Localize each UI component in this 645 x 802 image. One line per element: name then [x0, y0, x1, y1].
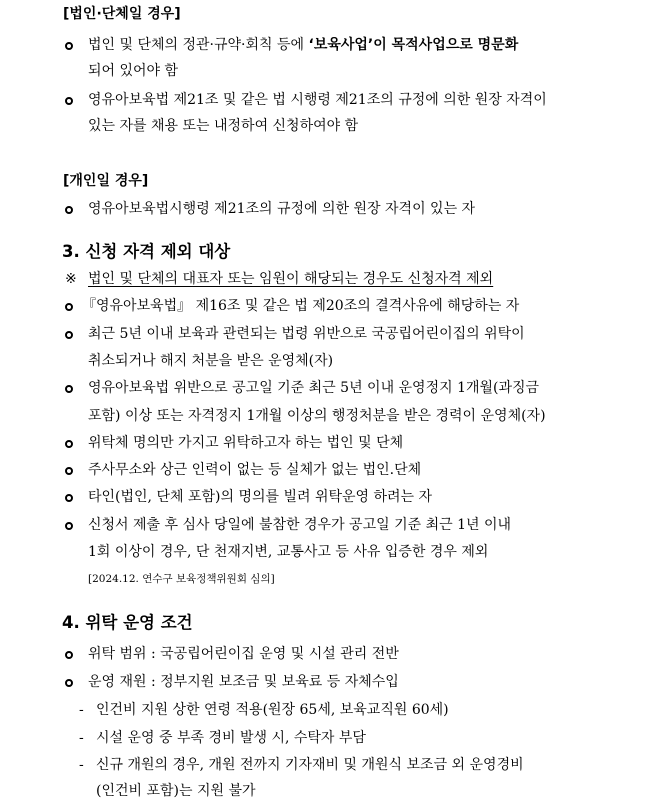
- circle-bullet-icon: [65, 679, 73, 687]
- funding-sub-item-3-line-1: 신규 개원의 경우, 개원 전까지 기자재비 및 개원식 보조금 외 운영경비: [96, 757, 524, 773]
- funding-sub-item-3-line-2: (인건비 포함)는 지원 불가: [96, 783, 256, 799]
- individual-item-1: 영유아보육법시행령 제21조의 규정에 의한 원장 자격이 있는 자: [88, 201, 476, 217]
- circle-bullet-icon: [65, 303, 73, 311]
- circle-bullet-icon: [65, 440, 73, 448]
- exclusion-item-5: 주사무소와 상근 인력이 없는 등 실체가 없는 법인.단체: [88, 462, 422, 478]
- circle-bullet-icon: [65, 206, 73, 214]
- dash-mark: -: [79, 702, 84, 718]
- individual-heading: [개인일 경우]: [63, 173, 149, 189]
- dash-mark: -: [79, 730, 84, 746]
- corporate-item-2-line-1: 영유아보육법 제21조 및 같은 법 시행령 제21조의 규정에 의한 원장 자격이: [88, 92, 547, 108]
- corporate-heading: [법인·단체일 경우]: [63, 6, 181, 22]
- exclusion-item-3-line-1: 영유아보육법 위반으로 공고일 기준 최근 5년 이내 운영정지 1개월(과징금: [88, 380, 540, 396]
- corporate-item-1-line-1: [88, 35, 518, 55]
- section-3-title: 3. 신청 자격 제외 대상: [62, 242, 231, 261]
- section-3-note: 법인 및 단체의 대표자 또는 임원이 해당되는 경우도 신청자격 제외: [88, 271, 494, 287]
- circle-bullet-icon: [65, 331, 73, 339]
- circle-bullet-icon: [65, 467, 73, 475]
- corporate-item-1-emphasis: ‘보육사업’이 목적사업으로 명문화: [308, 37, 519, 53]
- circle-bullet-icon: [65, 97, 73, 105]
- circle-bullet-icon: [65, 651, 73, 659]
- circle-bullet-icon: [65, 385, 73, 393]
- exclusion-item-3-line-2: 포함) 이상 또는 자격정지 1개월 이상의 행정처분을 받은 경력이 운영체(자): [88, 408, 546, 424]
- note-mark: ※: [65, 271, 77, 287]
- exclusion-item-2-line-2: 취소되거나 해지 처분을 받은 운영체(자): [88, 353, 334, 369]
- condition-item-1: 위탁 범위 : 국공립어린이집 운영 및 시설 관리 전반: [88, 646, 399, 662]
- exclusion-item-4: 위탁체 명의만 가지고 위탁하고자 하는 법인 및 단체: [88, 435, 404, 451]
- exclusion-item-1: 『영유아보육법』 제16조 및 같은 법 제20조의 결격사유에 해당하는 자: [82, 298, 520, 314]
- exclusion-item-2-line-1: 최근 5년 이내 보육과 관련되는 법령 위반으로 국공립어린이집의 위탁이: [88, 326, 525, 342]
- exclusion-item-7-line-2: 1회 이상이 경우, 단 천재지변, 교통사고 등 사유 입증한 경우 제외: [88, 544, 489, 560]
- circle-bullet-icon: [65, 522, 73, 530]
- condition-item-2: 운영 재원 : 정부지원 보조금 및 보육료 등 자체수입: [88, 674, 399, 690]
- circle-bullet-icon: [65, 42, 73, 50]
- committee-footnote: [2024.12. 연수구 보육정책위원회 심의]: [88, 573, 275, 585]
- corporate-item-1-line-2: 되어 있어야 함: [88, 63, 179, 79]
- exclusion-item-6: 타인(법인, 단체 포함)의 명의를 빌려 위탁운영 하려는 자: [88, 489, 433, 505]
- funding-sub-item-1: 인건비 지원 상한 연령 적용(원장 65세, 보육교직원 60세): [96, 702, 449, 718]
- corporate-item-2-line-2: 있는 자를 채용 또는 내정하여 신청하여야 함: [88, 118, 359, 134]
- exclusion-item-7-line-1: 신청서 제출 후 심사 당일에 불참한 경우가 공고일 기준 최근 1년 이내: [88, 517, 512, 533]
- corporate-item-1-text: 법인 및 단체의 정관·규약·회칙 등에: [88, 37, 309, 53]
- funding-sub-item-2: 시설 운영 중 부족 경비 발생 시, 수탁자 부담: [96, 730, 366, 746]
- circle-bullet-icon: [65, 494, 73, 502]
- section-4-title: 4. 위탁 운영 조건: [62, 613, 193, 632]
- dash-mark: -: [79, 757, 84, 773]
